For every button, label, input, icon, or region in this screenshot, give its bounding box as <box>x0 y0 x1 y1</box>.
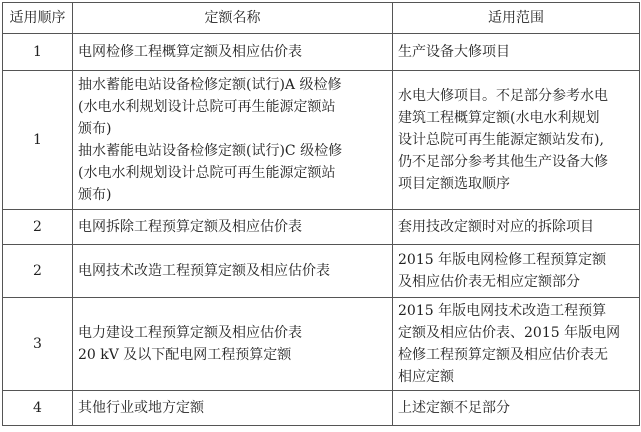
table-row <box>3 391 640 426</box>
quota-name-line: 电网拆除工程预算定额及相应估价表 <box>78 219 302 235</box>
scope-line: 项目定额选取顺序 <box>398 176 510 192</box>
header-quota-name: 定额名称 <box>73 3 393 34</box>
header-scope: 适用范围 <box>393 3 640 34</box>
order-cell: 1 <box>3 34 73 71</box>
quota-name-cell <box>73 34 393 71</box>
scope-line: 上述定额不足部分 <box>398 400 510 416</box>
scope-line: 套用技改定额时对应的拆除项目 <box>398 219 594 235</box>
scope-cell <box>393 391 640 426</box>
scope-line: 生产设备大修项目 <box>398 44 510 60</box>
table-row <box>3 245 640 298</box>
quota-name-line: 颁布) <box>78 121 112 137</box>
table-row <box>3 210 640 245</box>
scope-line: 设计总院可再生能源定额站发布), <box>398 132 604 148</box>
quota-name-line: 电网技术改造工程预算定额及相应估价表 <box>78 263 330 279</box>
order-cell: 2 <box>3 245 73 298</box>
quota-name-line: 抽水蓄能电站设备检修定额(试行)C 级检修 <box>78 143 343 159</box>
scope-line: 检修工程预算定额及相应估价表无 <box>398 347 608 363</box>
quota-name-line: (水电水利规划设计总院可再生能源定额站 <box>78 99 336 115</box>
scope-line: 相应定额 <box>398 369 454 385</box>
scope-cell <box>393 71 640 210</box>
scope-cell <box>393 245 640 298</box>
quota-name-line: 20 kV 及以下配电网工程预算定额 <box>78 347 292 363</box>
scope-line: 2015 年版电网技术改造工程预算 <box>398 303 607 319</box>
quota-name-cell <box>73 71 393 210</box>
scope-line: 及相应估价表无相应定额部分 <box>398 274 580 290</box>
quota-name-line: 电力建设工程预算定额及相应估价表 <box>78 325 302 341</box>
table-row <box>3 34 640 71</box>
quota-name-line: (水电水利规划设计总院可再生能源定额站 <box>78 165 336 181</box>
table-row <box>3 298 640 391</box>
scope-line: 水电大修项目。不足部分参考水电 <box>398 88 608 104</box>
document <box>2 2 639 426</box>
quota-order-table <box>2 2 640 426</box>
quota-name-cell <box>73 210 393 245</box>
quota-name-line: 电网检修工程概算定额及相应估价表 <box>78 44 302 60</box>
scope-cell <box>393 298 640 391</box>
scope-line: 2015 年版电网检修工程预算定额 <box>398 252 607 268</box>
order-cell: 1 <box>3 71 73 210</box>
header-order: 适用顺序 <box>3 3 73 34</box>
scope-cell <box>393 210 640 245</box>
scope-line: 定额及相应估价表、2015 年版电网 <box>398 325 621 341</box>
scope-cell <box>393 34 640 71</box>
scope-line: 建筑工程概算定额(水电水利规划 <box>398 110 600 126</box>
table-row <box>3 71 640 210</box>
quota-name-cell <box>73 245 393 298</box>
scope-line: 仍不足部分参考其他生产设备大修 <box>398 154 608 170</box>
quota-name-cell <box>73 391 393 426</box>
quota-name-line: 抽水蓄能电站设备检修定额(试行)A 级检修 <box>78 77 342 93</box>
quota-name-line: 其他行业或地方定额 <box>78 400 204 416</box>
order-cell: 4 <box>3 391 73 426</box>
order-cell: 2 <box>3 210 73 245</box>
table-header-row <box>3 3 640 34</box>
order-cell: 3 <box>3 298 73 391</box>
quota-name-line: 颁布) <box>78 187 112 203</box>
quota-name-cell <box>73 298 393 391</box>
